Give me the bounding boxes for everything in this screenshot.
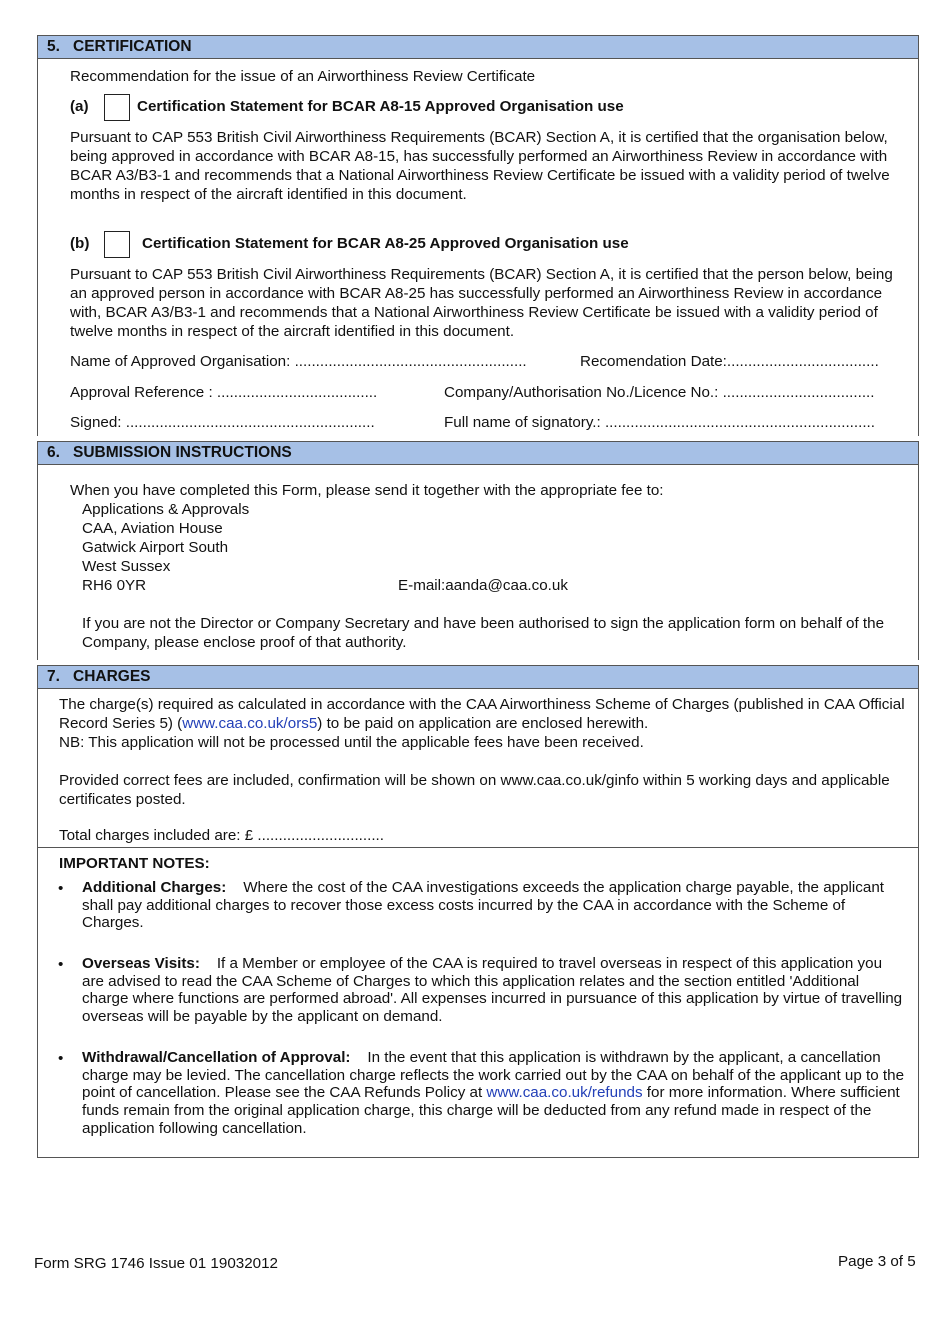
note-additional-charges — [82, 879, 908, 932]
note-withdrawal — [82, 1049, 908, 1138]
bullet-icon: • — [58, 956, 64, 973]
note-title: Additional Charges: — [82, 879, 227, 896]
section-number: 7. — [47, 668, 60, 685]
section-title: CERTIFICATION — [73, 38, 192, 55]
submission-intro: When you have completed this Form, please send it together with the appropriate fee to: — [70, 482, 664, 499]
page-number: Page 3 of 5 — [838, 1253, 916, 1270]
address-line: Gatwick Airport South — [82, 539, 229, 556]
contact-email: E-mail:aanda@caa.co.uk — [398, 577, 568, 594]
approval-reference-field[interactable]: Approval Reference : ...................................... — [70, 384, 378, 401]
section-number: 6. — [47, 444, 60, 461]
nb-note: NB: This application will not be processed until the applicable fees have been received. — [59, 734, 644, 751]
postal-address — [82, 500, 249, 595]
section-border-left — [37, 688, 38, 1158]
option-b-title: Certification Statement for BCAR A8-25 Approved Organisation use — [142, 235, 629, 252]
note-overseas-visits — [82, 955, 908, 1026]
option-a-statement: Pursuant to CAP 553 British Civil Airworthiness Requirements (BCAR) Section A, it is certified that the organisation below, being approved in accordance with BCAR A8-15, has successfully performed an Airworthiness Review in accordance with BCAR A3/B3-1 and recommends that a National Airworthiness Review Certificate be issued with a validity period of twelve months in respect of the aircraft identified in this document. — [70, 129, 890, 203]
address-line: RH6 0YR — [82, 577, 147, 594]
ors5-link[interactable]: www.caa.co.uk/ors5 — [182, 715, 318, 732]
option-a-checkbox[interactable] — [104, 94, 130, 121]
section-border-left — [37, 464, 38, 660]
note-text: In the event that this application is withdrawn by the applicant, a cancellation charge may be levied. The cancellation charge reflects the work carried out by the CAA on behalf of the applicant up to the point of cancellation. Please see the CAA Refunds Policy at — [82, 1049, 905, 1102]
form-identifier: Form SRG 1746 Issue 01 19032012 — [34, 1255, 278, 1272]
section-border-right — [918, 464, 919, 660]
section-number: 5. — [47, 38, 60, 55]
note-text: Where the cost of the CAA investigations exceeds the application charge payable, the applicant shall pay additional charges to recover those excess costs incurred by the CAA in accordance with the Scheme of Charges. — [82, 879, 884, 932]
recommendation-date-field[interactable]: Recomendation Date:.................................... — [580, 353, 879, 370]
signatory-name-field[interactable]: Full name of signatory.: ................................................................ — [444, 414, 875, 431]
section-border-bottom — [37, 1157, 919, 1158]
section-6-header — [37, 441, 919, 465]
charges-paragraph — [59, 695, 909, 733]
refunds-link[interactable]: www.caa.co.uk/refunds — [486, 1084, 643, 1102]
option-b-statement: Pursuant to CAP 553 British Civil Airworthiness Requirements (BCAR) Section A, it is certified that the person below, being an approved person in accordance with BCAR A8-25 has successfully performed an Airworthiness Review in accordance with, BCAR A3/B3-1 and recommends that a National Airworthiness Review Certificate be issued with a validity period of twelve months in respect of the aircraft identified in this document. — [70, 266, 893, 340]
section-border-right — [918, 58, 919, 436]
signed-field[interactable]: Signed: ........................................................... — [70, 414, 375, 431]
section-5-header — [37, 35, 919, 59]
recommendation-text: Recommendation for the issue of an Airworthiness Review Certificate — [70, 68, 536, 85]
bullet-icon: • — [58, 1050, 64, 1067]
total-charges-field[interactable]: Total charges included are: £ .............................. — [59, 827, 384, 844]
divider — [37, 847, 919, 848]
note-title: Overseas Visits: — [82, 955, 200, 972]
note-text: If a Member or employee of the CAA is required to travel overseas in respect of this application you are advised to read the CAA Scheme of Charges to which this application relates and the section entitled 'Additional charge where functions are performed abroad'. All expenses incurred in pursuance of this application by virtue of travelling overseas will be payable by the applicant on demand. — [82, 955, 903, 1026]
charges-text-2: ) to be paid on application are enclosed herewith. — [317, 715, 649, 732]
note-text: for more information. Where sufficient funds remain from the original application charge, this charge will be deducted from any refund made in respect of the application following cancellation. — [82, 1084, 900, 1137]
org-name-field[interactable]: Name of Approved Organisation: ....................................................... — [70, 353, 527, 370]
bullet-icon: • — [58, 880, 64, 897]
section-title: SUBMISSION INSTRUCTIONS — [73, 444, 292, 461]
address-line: CAA, Aviation House — [82, 520, 223, 537]
section-border-left — [37, 58, 38, 436]
section-border-right — [918, 688, 919, 1158]
note-title: Withdrawal/Cancellation of Approval: — [82, 1049, 351, 1066]
address-line: Applications & Approvals — [82, 501, 250, 518]
option-a-label: (a) — [70, 98, 89, 115]
charges-text-1: The charge(s) required as calculated in accordance with the CAA Airworthiness Scheme of Charges (published in CAA Official Record Series 5) ( — [59, 696, 905, 732]
authority-note: If you are not the Director or Company Secretary and have been authorised to sign the application form on behalf of the Company, please enclose proof of that authority. — [82, 615, 885, 651]
fees-confirmation: Provided correct fees are included, confirmation will be shown on www.caa.co.uk/ginfo within 5 working days and applicable certificates posted. — [59, 772, 890, 808]
section-7-header — [37, 665, 919, 689]
company-number-field[interactable]: Company/Authorisation No./Licence No.: .................................... — [444, 384, 875, 401]
important-notes-title: IMPORTANT NOTES: — [59, 855, 210, 872]
option-b-label: (b) — [70, 235, 90, 252]
option-a-title: Certification Statement for BCAR A8-15 Approved Organisation use — [137, 98, 624, 115]
address-line: West Sussex — [82, 558, 171, 575]
option-b-checkbox[interactable] — [104, 231, 130, 258]
section-title: CHARGES — [73, 668, 151, 685]
